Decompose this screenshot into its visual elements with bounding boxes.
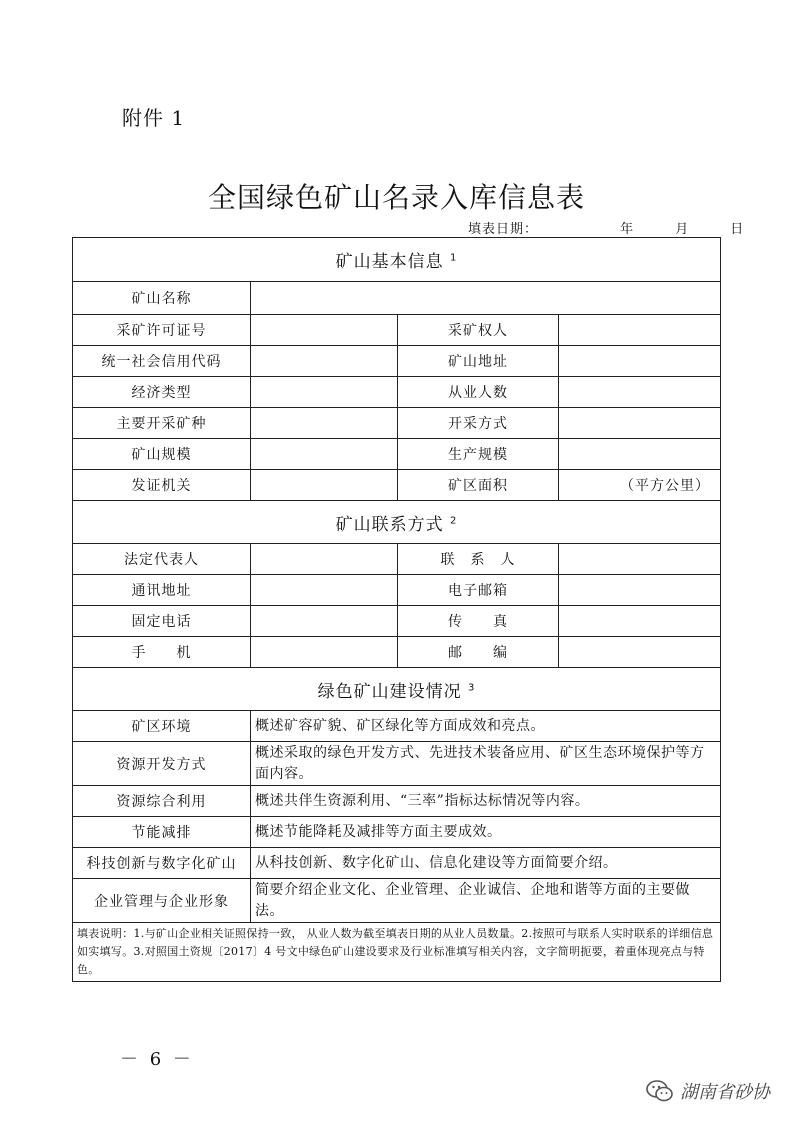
footnote: 填表说明：1.与矿山企业相关证照保持一致， 从业人数为截至填表日期的从业人员数量。2.按照可与联系人实时联系的详细信息如实填写。3.对照国土资规〔2017〕4 号文中绿色矿山建设要求及行业标准填写相关内容，文字简明扼要，着重体现亮点与特色。	[73, 923, 721, 982]
attachment-label: 附件 1	[122, 106, 186, 130]
field-value[interactable]	[559, 575, 721, 606]
table-row	[73, 377, 721, 408]
field-value[interactable]	[251, 439, 398, 470]
page-number: － 6 －	[120, 1049, 194, 1070]
green-item-label: 资源开发方式	[73, 742, 251, 786]
field-label: 采矿权人	[398, 315, 559, 346]
wechat-icon	[646, 1080, 674, 1102]
field-value[interactable]	[559, 544, 721, 575]
green-item-description[interactable]: 概述矿容矿貌、矿区绿化等方面成效和亮点。	[251, 711, 721, 742]
table-row	[73, 408, 721, 439]
field-label: 电子邮箱	[398, 575, 559, 606]
field-label: 法定代表人	[73, 544, 251, 575]
green-item-description[interactable]: 简要介绍企业文化、企业管理、企业诚信、企地和谐等方面的主要做法。	[251, 879, 721, 923]
field-label: 矿区面积	[398, 470, 559, 501]
green-item-label: 矿区环境	[73, 711, 251, 742]
fill-date	[468, 218, 744, 237]
table-row	[73, 848, 721, 879]
section-title: 矿山基本信息	[335, 252, 444, 272]
table-row	[73, 439, 721, 470]
watermark	[646, 1078, 770, 1104]
field-label: 生产规模	[398, 439, 559, 470]
field-label: 经济类型	[73, 377, 251, 408]
field-value[interactable]	[251, 315, 398, 346]
green-item-label: 资源综合利用	[73, 786, 251, 817]
page-title: 全国绿色矿山名录入库信息表	[207, 181, 585, 214]
field-value[interactable]	[559, 377, 721, 408]
info-table	[72, 237, 721, 982]
table-row	[73, 501, 721, 544]
field-value[interactable]	[559, 346, 721, 377]
table-row	[73, 282, 721, 315]
field-value[interactable]	[559, 439, 721, 470]
field-value[interactable]	[559, 606, 721, 637]
table-row	[73, 879, 721, 923]
green-item-label: 节能减排	[73, 817, 251, 848]
mine-name-label: 矿山名称	[73, 282, 251, 315]
section-note: 2	[450, 514, 458, 526]
section-header-basic	[73, 238, 721, 282]
section-note: 3	[468, 681, 476, 693]
table-row	[73, 786, 721, 817]
table-row	[73, 606, 721, 637]
field-value[interactable]	[251, 346, 398, 377]
field-unit[interactable]: （平方公里）	[559, 470, 721, 501]
field-label: 开采方式	[398, 408, 559, 439]
table-row	[73, 817, 721, 848]
table-row	[73, 637, 721, 668]
section-header-green	[73, 668, 721, 711]
field-label: 主要开采矿种	[73, 408, 251, 439]
field-value[interactable]	[251, 377, 398, 408]
table-row	[73, 470, 721, 501]
field-value[interactable]	[251, 575, 398, 606]
fill-date-label: 填表日期：	[468, 222, 539, 237]
field-label: 通讯地址	[73, 575, 251, 606]
field-value[interactable]	[559, 637, 721, 668]
green-item-label: 科技创新与数字化矿山	[73, 848, 251, 879]
field-label: 从业人数	[398, 377, 559, 408]
green-item-label: 企业管理与企业形象	[73, 879, 251, 923]
field-label: 矿山地址	[398, 346, 559, 377]
table-row	[73, 923, 721, 982]
watermark-text: 湖南省砂协	[680, 1082, 770, 1103]
field-value[interactable]	[251, 408, 398, 439]
section-note: 1	[450, 252, 458, 264]
field-label: 手 机	[73, 637, 251, 668]
field-label: 发证机关	[73, 470, 251, 501]
section-title: 矿山联系方式	[335, 514, 444, 535]
fill-date-month: 月	[675, 222, 690, 237]
green-item-description[interactable]: 从科技创新、数字化矿山、信息化建设等方面简要介绍。	[251, 848, 721, 879]
section-header-contact	[73, 501, 721, 544]
fill-date-year: 年	[620, 222, 635, 237]
field-label: 邮 编	[398, 637, 559, 668]
green-item-description[interactable]: 概述节能降耗及减排等方面主要成效。	[251, 817, 721, 848]
section-title: 绿色矿山建设情况	[317, 681, 462, 702]
fill-date-day: 日	[730, 222, 745, 237]
table-row	[73, 238, 721, 282]
mine-name-field[interactable]	[251, 282, 721, 315]
field-value[interactable]	[251, 470, 398, 501]
field-label: 矿山规模	[73, 439, 251, 470]
field-value[interactable]	[559, 315, 721, 346]
table-row	[73, 575, 721, 606]
table-row	[73, 742, 721, 786]
green-item-description[interactable]: 概述采取的绿色开发方式、先进技术装备应用、矿区生态环境保护等方面内容。	[251, 742, 721, 786]
table-row	[73, 346, 721, 377]
table-row	[73, 711, 721, 742]
table-row	[73, 668, 721, 711]
field-value[interactable]	[251, 606, 398, 637]
table-row	[73, 315, 721, 346]
field-label: 统一社会信用代码	[73, 346, 251, 377]
field-value[interactable]	[559, 408, 721, 439]
field-label: 采矿许可证号	[73, 315, 251, 346]
field-value[interactable]	[251, 637, 398, 668]
table-row	[73, 544, 721, 575]
field-label: 固定电话	[73, 606, 251, 637]
field-value[interactable]	[251, 544, 398, 575]
field-label: 联 系 人	[398, 544, 559, 575]
field-label: 传 真	[398, 606, 559, 637]
green-item-description[interactable]: 概述共伴生资源利用、“三率”指标达标情况等内容。	[251, 786, 721, 817]
